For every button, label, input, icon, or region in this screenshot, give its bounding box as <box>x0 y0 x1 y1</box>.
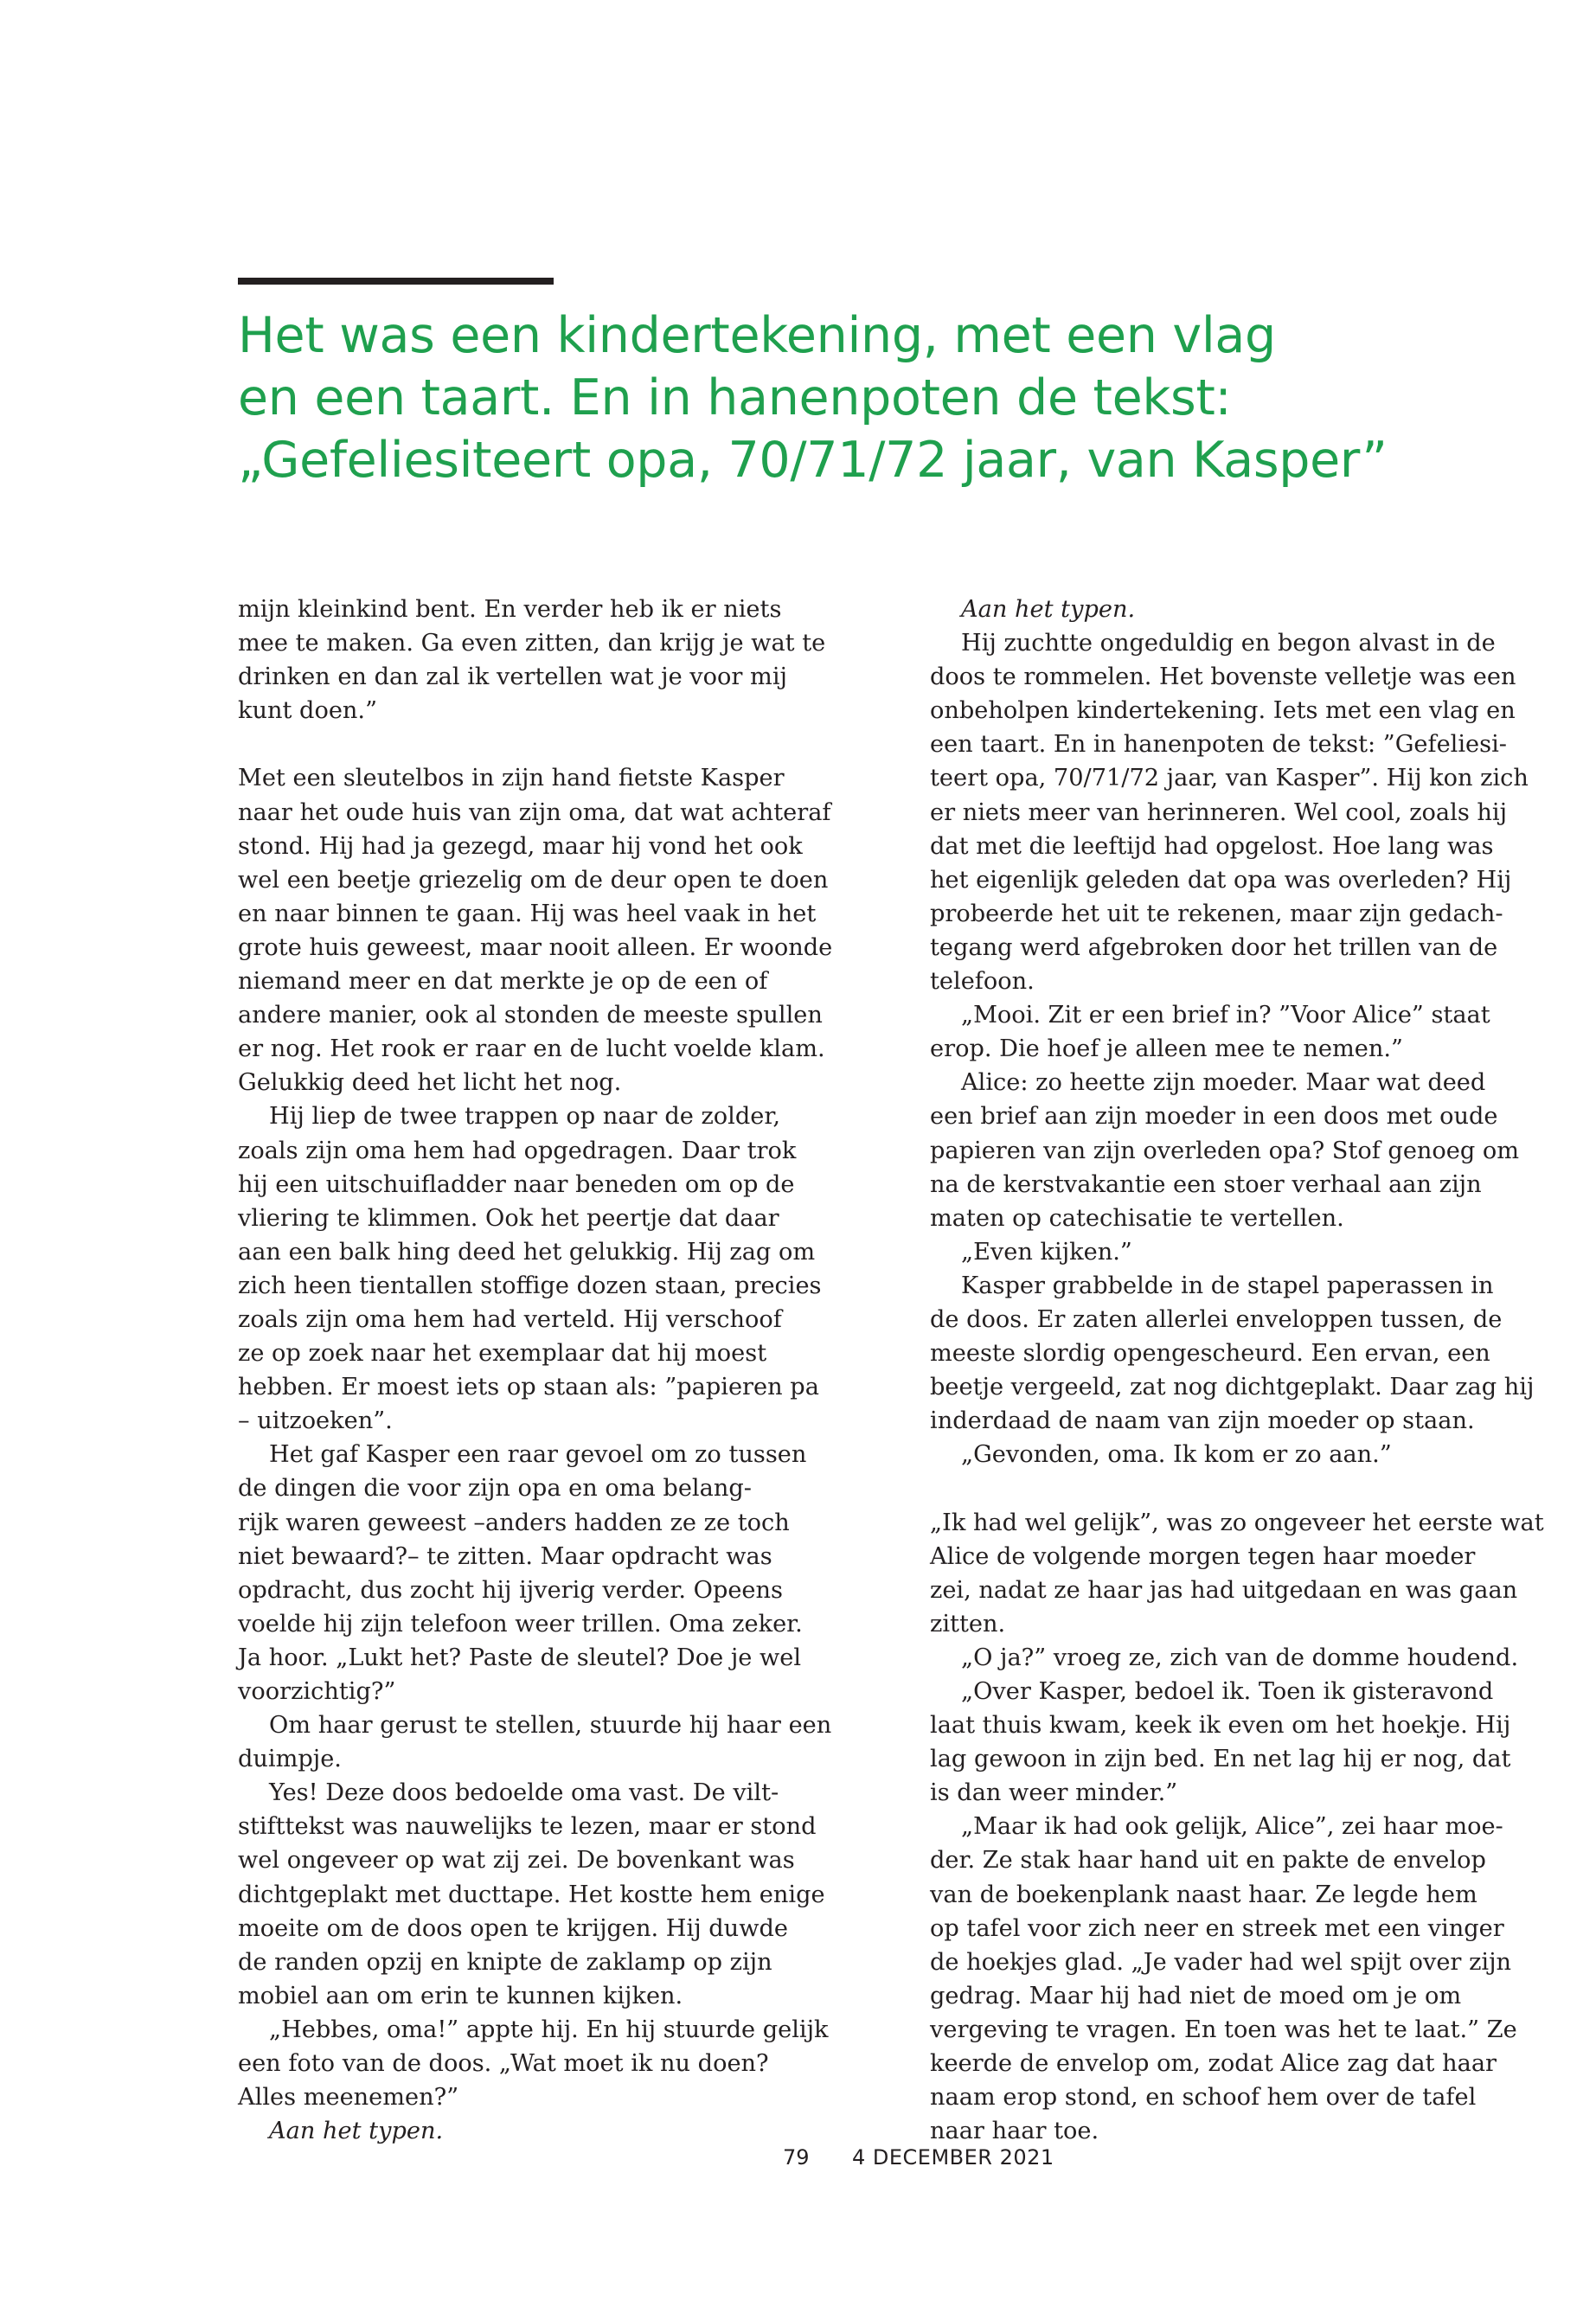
text-line: tegang werd afgebroken door het trillen van de <box>930 933 1498 961</box>
text-line: meeste slordig opengescheurd. Een ervan, een <box>930 1340 1490 1368</box>
text-line: is dan weer minder.” <box>930 1779 1178 1807</box>
text-line: het eigenlijk geleden dat opa was overleden? Hij <box>930 866 1512 894</box>
paragraph <box>930 593 1477 626</box>
text-line: Hij liep de twee trappen op naar de zolder, <box>269 1103 780 1131</box>
pull-quote <box>238 304 1388 491</box>
text-line: naar haar toe. <box>930 2118 1099 2145</box>
text-line: voorzichtig?” <box>238 1678 396 1705</box>
text-line: – uitzoeken”. <box>238 1407 393 1435</box>
paragraph <box>930 998 1490 1066</box>
text-line: en naar binnen te gaan. Hij was heel vaak in het <box>238 900 817 927</box>
text-line: hij een uitschuifladder naar beneden om op de <box>238 1170 795 1198</box>
article-column-left <box>238 593 833 2148</box>
pull-quote-line: en een taart. En in hanenpoten de tekst: <box>238 369 1232 426</box>
text-line: drinken en dan zal ik vertellen wat je voor mij <box>238 663 787 691</box>
text-line: op tafel voor zich neer en streek met een vinger <box>930 1914 1504 1942</box>
text-line: naar het oude huis van zijn oma, dat wat achteraf <box>238 798 831 826</box>
paragraph <box>930 1269 1535 1438</box>
text-line: wel een beetje griezelig om de deur open te doen <box>238 866 829 894</box>
text-line: mee te maken. Ga even zitten, dan krijg je wat te <box>238 630 826 657</box>
paragraph <box>930 1675 1511 1810</box>
text-line: dat met die leeftijd had opgelost. Hoe lang was <box>930 832 1494 860</box>
text-line: telefoon. <box>930 968 1035 996</box>
text-line: „Gevonden, oma. Ik kom er zo aan.” <box>961 1441 1392 1469</box>
text-line: Het gaf Kasper een raar gevoel om zo tussen <box>269 1441 807 1469</box>
text-line: Alice: zo heette zijn moeder. Maar wat deed <box>961 1069 1486 1097</box>
page-number: 79 <box>783 2145 810 2170</box>
text-line: zich heen tientallen stoffige dozen staan, precies <box>238 1272 822 1299</box>
text-line: probeerde het uit te rekenen, maar zijn gedach- <box>930 900 1503 927</box>
text-line: Ja hoor. „Lukt het? Paste de sleutel? Doe je wel <box>238 1644 802 1671</box>
text-line: wel ongeveer op wat zij zei. De bovenkant was <box>238 1847 795 1875</box>
text-line: de hoekjes glad. „Je vader had wel spijt over zijn <box>930 1948 1512 1976</box>
paragraph <box>238 1708 832 1776</box>
text-line: mobiel aan om erin te kunnen kijken. <box>238 1982 683 2009</box>
paragraph <box>930 626 1529 998</box>
text-line: Gelukkig deed het licht het nog. <box>238 1069 622 1097</box>
text-line: rijk waren geweest –anders hadden ze ze toch <box>238 1509 790 1536</box>
text-line: mijn kleinkind bent. En verder heb ik er niets <box>238 596 782 623</box>
text-line: erop. Die hoef je alleen mee te nemen.” <box>930 1035 1403 1063</box>
text-line: grote huis geweest, maar nooit alleen. Er woonde <box>238 933 833 961</box>
text-line: de doos. Er zaten allerlei enveloppen tussen, de <box>930 1305 1503 1333</box>
text-line: stifttekst was nauwelijks te lezen, maar er stond <box>238 1813 817 1841</box>
text-line: hebben. Er moest iets op staan als: ”papieren pa <box>238 1374 819 1401</box>
text-line: van de boekenplank naast haar. Ze legde hem <box>930 1881 1477 1908</box>
paragraph <box>238 2013 829 2114</box>
text-line: gedrag. Maar hij had niet de moed om je om <box>930 1982 1462 2009</box>
text-line: stond. Hij had ja gezegd, maar hij vond het ook <box>238 832 803 860</box>
text-line: maten op catechisatie te vertellen. <box>930 1204 1344 1232</box>
text-line: beetje vergeeld, zat nog dichtgeplakt. Daar zag hij <box>930 1374 1535 1401</box>
text-line: ze op zoek naar het exemplaar dat hij moest <box>238 1340 767 1368</box>
paragraph <box>930 1506 1544 1641</box>
text-line: de randen opzij en knipte de zaklamp op zijn <box>238 1948 772 1976</box>
text-line: „Mooi. Zit er een brief in? ”Voor Alice” staat <box>961 1002 1490 1029</box>
text-line: onbeholpen kindertekening. Iets met een vlag en <box>930 697 1516 725</box>
paragraph <box>930 1810 1517 2148</box>
text-line: naam erop stond, en schoof hem over de tafel <box>930 2084 1477 2112</box>
text-line: dichtgeplakt met ducttape. Het kostte hem enige <box>238 1881 825 1908</box>
paragraph <box>238 761 833 1099</box>
text-line: Alice de volgende morgen tegen haar moeder <box>930 1542 1476 1570</box>
text-line: opdracht, dus zocht hij ijverig verder. Opeens <box>238 1576 783 1604</box>
text-line: vliering te klimmen. Ook het peertje dat daar <box>238 1204 779 1232</box>
paragraph <box>238 2114 785 2148</box>
paragraph-break <box>930 1471 1477 1505</box>
text-line: een foto van de doos. „Wat moet ik nu doen? <box>238 2050 769 2078</box>
text-line: Hij zuchtte ongeduldig en begon alvast in de <box>961 630 1496 657</box>
text-line: niet bewaard?– te zitten. Maar opdracht was <box>238 1542 772 1570</box>
text-line: andere manier, ook al stonden de meeste spullen <box>238 1002 823 1029</box>
paragraph <box>930 1066 1520 1234</box>
text-line: Met een sleutelbos in zijn hand fietste Kasper <box>238 765 785 792</box>
text-line: kunt doen.” <box>238 697 377 725</box>
text-line: duimpje. <box>238 1746 342 1773</box>
text-line: doos te rommelen. Het bovenste velletje was een <box>930 663 1516 691</box>
text-line: laat thuis kwam, keek ik even om het hoekje. Hij <box>930 1712 1511 1740</box>
text-line: Aan het typen. <box>269 2118 444 2145</box>
text-line: „Over Kasper, bedoel ik. Toen ik gisteravond <box>961 1678 1494 1705</box>
text-line: Alles meenemen?” <box>238 2084 459 2112</box>
paragraph <box>930 1641 1519 1675</box>
paragraph <box>930 1438 1477 1471</box>
text-line: Kasper grabbelde in de stapel paperassen in <box>961 1272 1494 1299</box>
text-line: lag gewoon in zijn bed. En net lag hij er nog, dat <box>930 1746 1511 1773</box>
article-column-right <box>930 593 1544 2148</box>
paragraph <box>930 1235 1477 1269</box>
text-line: „Even kijken.” <box>961 1238 1132 1266</box>
text-line: papieren van zijn overleden opa? Stof genoeg om <box>930 1137 1520 1164</box>
text-line: er nog. Het rook er raar en de lucht voelde klam. <box>238 1035 825 1063</box>
pull-quote-line: „Gefeliesiteert opa, 70/71/72 jaar, van Kasper” <box>238 432 1388 489</box>
text-line: aan een balk hing deed het gelukkig. Hij zag om <box>238 1238 816 1266</box>
text-line: er niets meer van herinneren. Wel cool, zoals hij <box>930 798 1508 826</box>
pull-quote-line: Het was een kindertekening, met een vlag <box>238 307 1276 364</box>
text-line: „Maar ik had ook gelijk, Alice”, zei haar moe- <box>961 1813 1503 1841</box>
text-line: „Hebbes, oma!” appte hij. En hij stuurde gelijk <box>269 2016 829 2043</box>
text-line: zitten. <box>930 1610 1006 1638</box>
paragraph-break <box>238 727 785 761</box>
paragraph <box>238 1438 807 1708</box>
text-line: keerde de envelop om, zodat Alice zag dat haar <box>930 2050 1497 2078</box>
text-line: zoals zijn oma hem had verteld. Hij verschoof <box>238 1305 782 1333</box>
paragraph <box>238 1099 822 1438</box>
text-line: de dingen die voor zijn opa en oma belang- <box>238 1475 752 1503</box>
text-line: zoals zijn oma hem had opgedragen. Daar trok <box>238 1137 797 1164</box>
text-line: na de kerstvakantie een stoer verhaal aan zijn <box>930 1170 1482 1198</box>
text-line: niemand meer en dat merkte je op de een of <box>238 968 768 996</box>
text-line: der. Ze stak haar hand uit en pakte de envelop <box>930 1847 1486 1875</box>
text-line: inderdaad de naam van zijn moeder op staan. <box>930 1407 1475 1435</box>
text-line: moeite om de doos open te krijgen. Hij duwde <box>238 1914 788 1942</box>
text-line: Om haar gerust te stellen, stuurde hij haar een <box>269 1712 832 1740</box>
text-line: vergeving te vragen. En toen was het te laat.” Ze <box>930 2016 1517 2043</box>
paragraph <box>238 593 826 727</box>
text-line: Yes! Deze doos bedoelde oma vast. De vilt- <box>269 1779 779 1807</box>
text-line: voelde hij zijn telefoon weer trillen. Oma zeker. <box>238 1610 803 1638</box>
text-line: Aan het typen. <box>961 596 1136 623</box>
paragraph <box>238 1776 825 2013</box>
text-line: „Ik had wel gelijk”, was zo ongeveer het eerste wat <box>930 1509 1544 1536</box>
text-line: teert opa, 70/71/72 jaar, van Kasper”. Hij kon zich <box>930 765 1529 792</box>
pull-quote-rule <box>238 278 554 285</box>
text-line: een taart. En in hanenpoten de tekst: ”Gefeliesi- <box>930 731 1507 759</box>
text-line: een brief aan zijn moeder in een doos met oude <box>930 1103 1498 1131</box>
text-line: „O ja?” vroeg ze, zich van de domme houdend. <box>961 1644 1519 1671</box>
issue-date: 4 DECEMBER 2021 <box>852 2145 1054 2170</box>
text-line: zei, nadat ze haar jas had uitgedaan en was gaan <box>930 1576 1518 1604</box>
